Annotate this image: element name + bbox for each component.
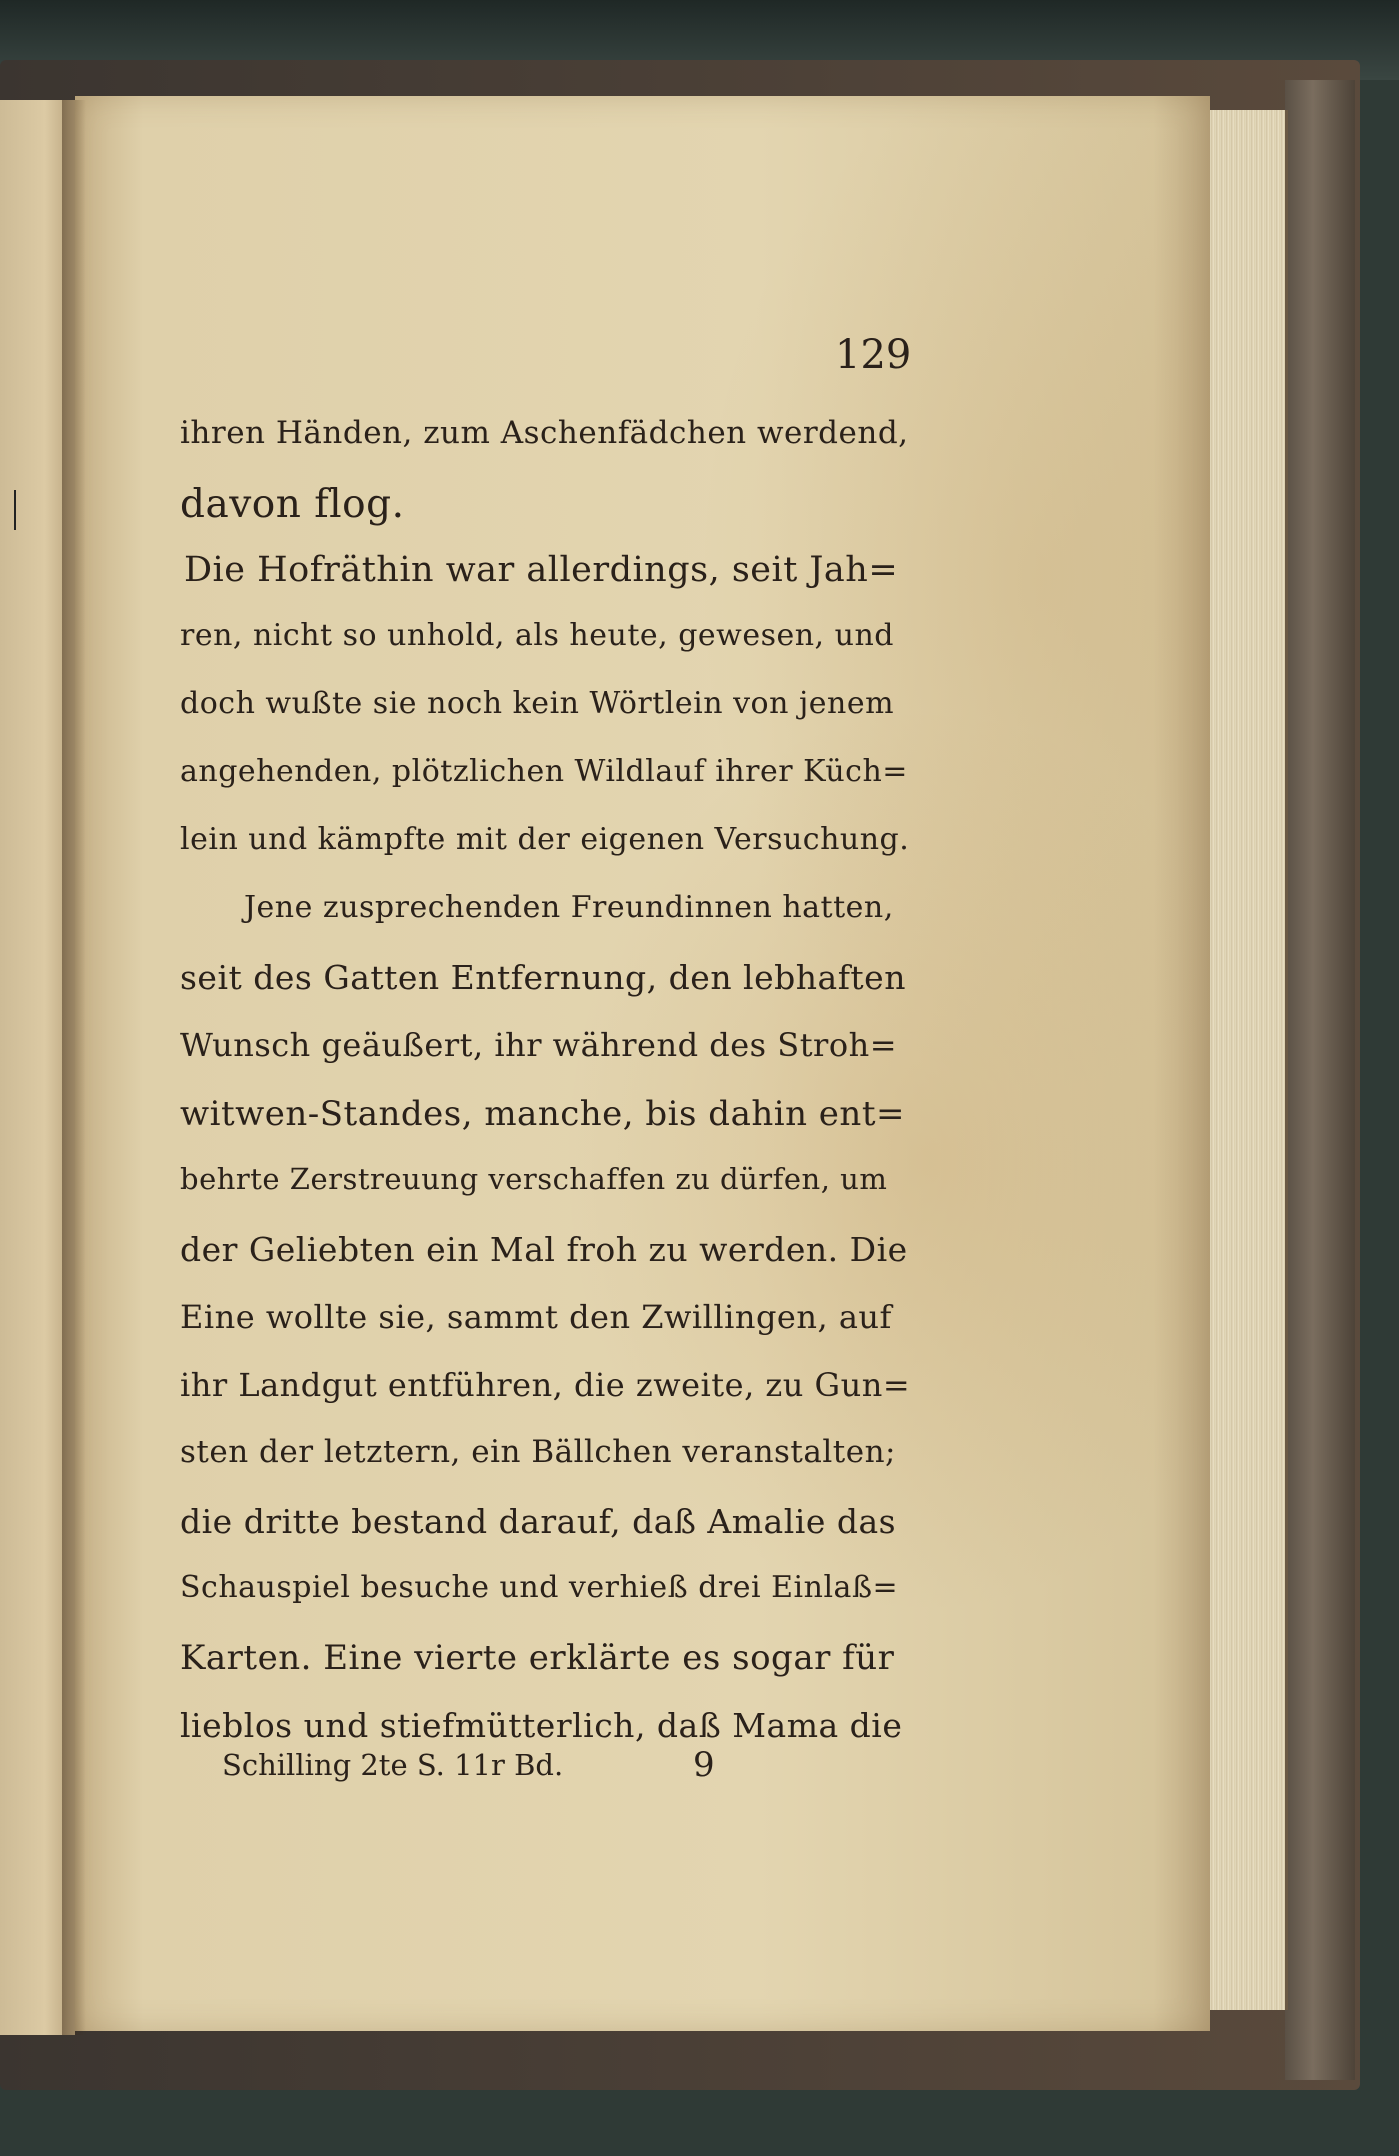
text-line: behrte Zerstreuung verschaffen zu dürfen, um [180,1162,888,1196]
text-line: Karten. Eine vierte erklärte es sogar für [180,1638,895,1678]
page-gutter [62,100,86,2035]
text-line: Jene zusprechenden Freundinnen hatten, [244,890,894,925]
text-line: witwen-Standes, manche, bis dahin ent= [180,1094,905,1134]
book-binding-right [1285,80,1355,2080]
page-edges [1210,110,1288,2010]
left-page-mark [14,490,16,530]
text-line: ren, nicht so unhold, als heute, gewesen, und [180,618,894,653]
text-line: angehenden, plötzlichen Wildlauf ihrer Küch= [180,754,908,789]
text-line: Wunsch geäußert, ihr während des Stroh= [180,1026,898,1064]
text-line: ihr Landgut entführen, die zweite, zu Gun= [180,1366,911,1404]
text-line: Schauspiel besuche und verhieß drei Einlaß= [180,1570,899,1605]
text-line: ihren Händen, zum Aschenfädchen werdend, [180,415,909,451]
text-line: Eine wollte sie, sammt den Zwillingen, auf [180,1298,892,1336]
footer-signature-number: 9 [693,1745,715,1785]
text-line: der Geliebten ein Mal froh zu werden. Die [180,1230,908,1269]
text-line: davon flog. [180,482,405,527]
text-line: lein und kämpfte mit der eigenen Versuchung. [180,822,910,857]
text-line: seit des Gatten Entfernung, den lebhaften [180,958,906,997]
text-line: Die Hofräthin war allerdings, seit Jah= [184,550,899,590]
footer-signature: Schilling 2te S. 11r Bd. [222,1748,564,1782]
text-line: doch wußte sie noch kein Wörtlein von jenem [180,686,895,721]
text-line: die dritte bestand darauf, daß Amalie das [180,1502,897,1541]
text-line: sten der letztern, ein Bällchen veranstalten; [180,1434,897,1470]
page-number: 129 [835,332,912,378]
text-line: lieblos und stiefmütterlich, daß Mama die [180,1706,903,1745]
